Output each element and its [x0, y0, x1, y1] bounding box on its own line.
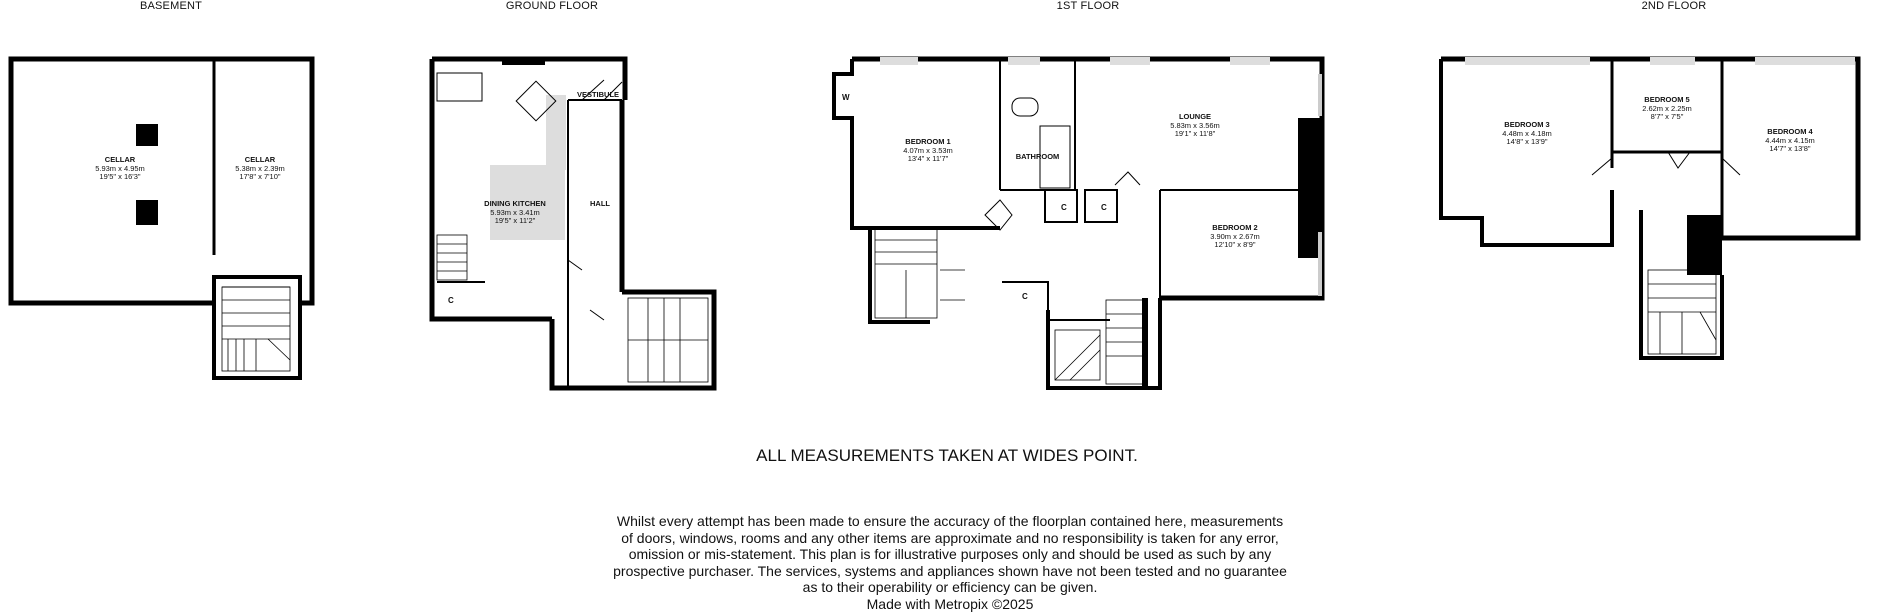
- disclaimer-line: prospective purchaser. The services, systems and appliances shown have not been tested and no guarantee: [613, 562, 1287, 579]
- room-dimension-metric: 2.62m x 2.25m: [1642, 103, 1692, 113]
- disclaimer-line: Whilst every attempt has been made to ensure the accuracy of the floorplan contained here, measurements: [616, 513, 1284, 529]
- room-name: BATHROOM: [1015, 152, 1060, 161]
- room-label-lounge: [1150, 113, 1240, 139]
- room-dimension-metric: 4.48m x 4.18m: [1502, 128, 1552, 138]
- disclaimer-line: as to their operability or efficiency can be given.: [802, 579, 1098, 596]
- room-label-bedroom-5: [1622, 96, 1712, 122]
- room-label-bedroom-2: [1190, 224, 1280, 250]
- room-label-bedroom-3: [1482, 121, 1572, 147]
- room-dimension-imperial: 19'5" x 11'2": [494, 216, 536, 225]
- first-floor-stairs: [875, 228, 1144, 384]
- chimney-breast: [136, 200, 158, 225]
- ground-stairs: [437, 235, 708, 382]
- floor-title-first: 1ST FLOOR: [1056, 0, 1120, 12]
- room-label-cellar-2: [215, 156, 305, 182]
- room-dimension-imperial: 14'7" x 13'8": [1769, 144, 1811, 153]
- room-dimension-imperial: 19'5" x 16'3": [99, 172, 141, 181]
- room-label-vestibule: [570, 91, 626, 100]
- cupboard-label: C: [1101, 203, 1107, 212]
- room-name: HALL: [590, 199, 610, 208]
- room-name: BEDROOM 1: [905, 137, 951, 146]
- wardrobe-label: W: [842, 93, 850, 102]
- room-name: BEDROOM 3: [1504, 120, 1550, 129]
- room-name: BEDROOM 4: [1767, 127, 1813, 136]
- room-name: DINING KITCHEN: [484, 199, 546, 208]
- room-dimension-imperial: 19'1" x 11'8": [1174, 129, 1216, 138]
- floor-title-ground: GROUND FLOOR: [505, 0, 599, 12]
- chimney-breast: [136, 124, 158, 146]
- room-dimension-metric: 4.07m x 3.53m: [903, 145, 953, 155]
- room-label-bathroom: [1005, 153, 1070, 162]
- room-name: VESTIBULE: [576, 90, 620, 99]
- cupboard-label: C: [1022, 292, 1028, 301]
- room-label-bedroom-1: [883, 138, 973, 164]
- measurements-note: ALL MEASUREMENTS TAKEN AT WIDES POINT.: [756, 446, 1138, 465]
- room-dimension-imperial: 13'4" x 11'7": [907, 154, 949, 163]
- room-dimension-metric: 5.38m x 2.39m: [235, 163, 285, 173]
- room-label-dining-kitchen: [470, 200, 560, 226]
- second-floor-stairs: [1648, 270, 1716, 354]
- cupboard-label: C: [1061, 203, 1067, 212]
- basement-plan: [11, 59, 312, 378]
- disclaimer-line: omission or mis-statement. This plan is for illustrative purposes only and should be used as such by any: [628, 546, 1272, 563]
- room-name: CELLAR: [244, 155, 276, 164]
- room-name: CELLAR: [104, 155, 136, 164]
- room-label-hall: [575, 200, 625, 209]
- room-dimension-imperial: 17'8" x 7'10": [239, 172, 281, 181]
- room-dimension-metric: 5.83m x 3.56m: [1170, 120, 1220, 130]
- floor-title-second: 2ND FLOOR: [1641, 0, 1707, 12]
- credit-line: Made with Metropix ©2025: [866, 595, 1034, 612]
- room-name: BEDROOM 5: [1644, 95, 1690, 104]
- room-name: BEDROOM 2: [1212, 223, 1258, 232]
- room-dimension-metric: 4.44m x 4.15m: [1765, 135, 1815, 145]
- room-dimension-metric: 5.93m x 3.41m: [490, 207, 540, 217]
- room-dimension-imperial: 8'7" x 7'5": [1650, 112, 1684, 121]
- room-name: LOUNGE: [1178, 112, 1212, 121]
- room-label-bedroom-4: [1745, 128, 1835, 154]
- disclaimer: [580, 513, 1320, 613]
- cupboard-label: C: [448, 296, 454, 305]
- room-label-cellar: [75, 156, 165, 182]
- room-dimension-metric: 3.90m x 2.67m: [1210, 231, 1260, 241]
- room-dimension-metric: 5.93m x 4.95m: [95, 163, 145, 173]
- room-dimension-imperial: 14'8" x 13'9": [1506, 137, 1548, 146]
- room-dimension-imperial: 12'10" x 8'9": [1214, 240, 1256, 249]
- floor-title-basement: BASEMENT: [139, 0, 203, 12]
- disclaimer-line: of doors, windows, rooms and any other items are approximate and no responsibility is taken for any error,: [621, 529, 1279, 546]
